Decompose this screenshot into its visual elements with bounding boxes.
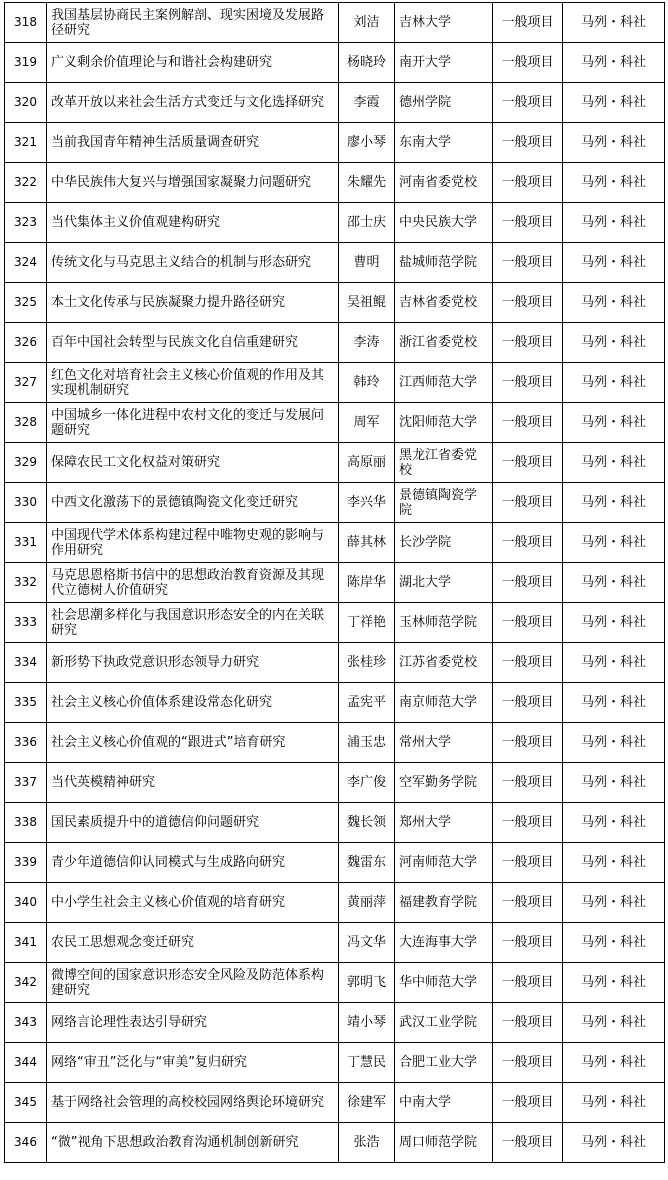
table-row <box>5 3 665 43</box>
row-number-cell: 321 <box>5 123 47 163</box>
project-type-cell: 一般项目 <box>493 683 563 723</box>
row-number-cell: 332 <box>5 563 47 603</box>
institution-cell: 周口师范学院 <box>395 1123 493 1163</box>
project-title-cell: 传统文化与马克思主义结合的机制与形态研究 <box>47 243 339 283</box>
institution-cell: 武汉工业学院 <box>395 1003 493 1043</box>
project-type-cell: 一般项目 <box>493 363 563 403</box>
institution-cell: 中南大学 <box>395 1083 493 1123</box>
discipline-cell: 马列・科社 <box>563 643 665 683</box>
row-number-cell: 346 <box>5 1123 47 1163</box>
project-type-cell: 一般项目 <box>493 603 563 643</box>
leader-name-cell: 刘洁 <box>339 3 395 43</box>
leader-name-cell: 陈岸华 <box>339 563 395 603</box>
table-row <box>5 283 665 323</box>
project-type-cell: 一般项目 <box>493 643 563 683</box>
discipline-cell: 马列・科社 <box>563 243 665 283</box>
leader-name-cell: 魏长领 <box>339 803 395 843</box>
discipline-cell: 马列・科社 <box>563 723 665 763</box>
institution-cell: 长沙学院 <box>395 523 493 563</box>
row-number-cell: 330 <box>5 483 47 523</box>
table-row <box>5 203 665 243</box>
project-title-cell: 马克思恩格斯书信中的思想政治教育资源及其现代立德树人价值研究 <box>47 563 339 603</box>
table-row <box>5 43 665 83</box>
discipline-cell: 马列・科社 <box>563 283 665 323</box>
project-type-cell: 一般项目 <box>493 163 563 203</box>
institution-cell: 河南师范大学 <box>395 843 493 883</box>
institution-cell: 盐城师范学院 <box>395 243 493 283</box>
leader-name-cell: 周军 <box>339 403 395 443</box>
project-title-cell: 我国基层协商民主案例解剖、现实困境及发展路径研究 <box>47 3 339 43</box>
project-type-cell: 一般项目 <box>493 883 563 923</box>
discipline-cell: 马列・科社 <box>563 203 665 243</box>
project-type-cell: 一般项目 <box>493 523 563 563</box>
leader-name-cell: 李涛 <box>339 323 395 363</box>
leader-name-cell: 丁慧民 <box>339 1043 395 1083</box>
table-row <box>5 163 665 203</box>
project-type-cell: 一般项目 <box>493 763 563 803</box>
leader-name-cell: 张浩 <box>339 1123 395 1163</box>
table-row <box>5 683 665 723</box>
project-title-cell: 中国城乡一体化进程中农村文化的变迁与发展问题研究 <box>47 403 339 443</box>
project-table-sheet <box>4 2 664 1166</box>
leader-name-cell: 丁祥艳 <box>339 603 395 643</box>
leader-name-cell: 邵士庆 <box>339 203 395 243</box>
row-number-cell: 336 <box>5 723 47 763</box>
project-title-cell: 新形势下执政党意识形态领导力研究 <box>47 643 339 683</box>
project-title-cell: 中小学生社会主义核心价值观的培育研究 <box>47 883 339 923</box>
row-number-cell: 325 <box>5 283 47 323</box>
row-number-cell: 322 <box>5 163 47 203</box>
project-title-cell: 当前我国青年精神生活质量调查研究 <box>47 123 339 163</box>
discipline-cell: 马列・科社 <box>563 163 665 203</box>
project-title-cell: 基于网络社会管理的高校校园网络舆论环境研究 <box>47 1083 339 1123</box>
table-row <box>5 963 665 1003</box>
row-number-cell: 342 <box>5 963 47 1003</box>
row-number-cell: 324 <box>5 243 47 283</box>
table-row <box>5 1043 665 1083</box>
table-row <box>5 1123 665 1163</box>
project-title-cell: 红色文化对培育社会主义核心价值观的作用及其实现机制研究 <box>47 363 339 403</box>
leader-name-cell: 魏雷东 <box>339 843 395 883</box>
project-title-cell: 微博空间的国家意识形态安全风险及防范体系构建研究 <box>47 963 339 1003</box>
project-title-cell: 保障农民工文化权益对策研究 <box>47 443 339 483</box>
institution-cell: 华中师范大学 <box>395 963 493 1003</box>
project-title-cell: “微”视角下思想政治教育沟通机制创新研究 <box>47 1123 339 1163</box>
table-row <box>5 363 665 403</box>
project-title-cell: 当代集体主义价值观建构研究 <box>47 203 339 243</box>
table-row <box>5 643 665 683</box>
institution-cell: 吉林大学 <box>395 3 493 43</box>
table-row <box>5 243 665 283</box>
discipline-cell: 马列・科社 <box>563 603 665 643</box>
project-type-cell: 一般项目 <box>493 403 563 443</box>
discipline-cell: 马列・科社 <box>563 83 665 123</box>
row-number-cell: 337 <box>5 763 47 803</box>
row-number-cell: 323 <box>5 203 47 243</box>
project-type-cell: 一般项目 <box>493 203 563 243</box>
institution-cell: 浙江省委党校 <box>395 323 493 363</box>
project-title-cell: 中华民族伟大复兴与增强国家凝聚力问题研究 <box>47 163 339 203</box>
institution-cell: 大连海事大学 <box>395 923 493 963</box>
table-row <box>5 763 665 803</box>
discipline-cell: 马列・科社 <box>563 403 665 443</box>
institution-cell: 湖北大学 <box>395 563 493 603</box>
institution-cell: 沈阳师范大学 <box>395 403 493 443</box>
project-title-cell: 中国现代学术体系构建过程中唯物史观的影响与作用研究 <box>47 523 339 563</box>
discipline-cell: 马列・科社 <box>563 923 665 963</box>
project-type-cell: 一般项目 <box>493 563 563 603</box>
institution-cell: 南开大学 <box>395 43 493 83</box>
leader-name-cell: 薛其林 <box>339 523 395 563</box>
row-number-cell: 344 <box>5 1043 47 1083</box>
discipline-cell: 马列・科社 <box>563 763 665 803</box>
project-type-cell: 一般项目 <box>493 723 563 763</box>
institution-cell: 河南省委党校 <box>395 163 493 203</box>
institution-cell: 玉林师范学院 <box>395 603 493 643</box>
discipline-cell: 马列・科社 <box>563 1083 665 1123</box>
discipline-cell: 马列・科社 <box>563 1123 665 1163</box>
leader-name-cell: 李兴华 <box>339 483 395 523</box>
table-row <box>5 1003 665 1043</box>
leader-name-cell: 张桂珍 <box>339 643 395 683</box>
row-number-cell: 333 <box>5 603 47 643</box>
row-number-cell: 329 <box>5 443 47 483</box>
leader-name-cell: 浦玉忠 <box>339 723 395 763</box>
project-title-cell: 青少年道德信仰认同模式与生成路向研究 <box>47 843 339 883</box>
project-type-cell: 一般项目 <box>493 843 563 883</box>
row-number-cell: 345 <box>5 1083 47 1123</box>
project-title-cell: 网络“审丑”泛化与“审美”复归研究 <box>47 1043 339 1083</box>
project-title-cell: 本土文化传承与民族凝聚力提升路径研究 <box>47 283 339 323</box>
table-row <box>5 803 665 843</box>
row-number-cell: 320 <box>5 83 47 123</box>
leader-name-cell: 廖小琴 <box>339 123 395 163</box>
row-number-cell: 339 <box>5 843 47 883</box>
project-type-cell: 一般项目 <box>493 283 563 323</box>
institution-cell: 东南大学 <box>395 123 493 163</box>
table-row <box>5 123 665 163</box>
table-row <box>5 563 665 603</box>
discipline-cell: 马列・科社 <box>563 43 665 83</box>
discipline-cell: 马列・科社 <box>563 843 665 883</box>
project-type-cell: 一般项目 <box>493 483 563 523</box>
table-row <box>5 1083 665 1123</box>
project-type-cell: 一般项目 <box>493 323 563 363</box>
table-row <box>5 83 665 123</box>
table-row <box>5 323 665 363</box>
institution-cell: 郑州大学 <box>395 803 493 843</box>
project-title-cell: 网络言论理性表达引导研究 <box>47 1003 339 1043</box>
project-type-cell: 一般项目 <box>493 43 563 83</box>
row-number-cell: 327 <box>5 363 47 403</box>
row-number-cell: 341 <box>5 923 47 963</box>
leader-name-cell: 吴祖鲲 <box>339 283 395 323</box>
table-row <box>5 883 665 923</box>
leader-name-cell: 李广俊 <box>339 763 395 803</box>
institution-cell: 福建教育学院 <box>395 883 493 923</box>
row-number-cell: 319 <box>5 43 47 83</box>
discipline-cell: 马列・科社 <box>563 883 665 923</box>
row-number-cell: 331 <box>5 523 47 563</box>
project-type-cell: 一般项目 <box>493 123 563 163</box>
project-title-cell: 当代英模精神研究 <box>47 763 339 803</box>
discipline-cell: 马列・科社 <box>563 123 665 163</box>
discipline-cell: 马列・科社 <box>563 483 665 523</box>
row-number-cell: 328 <box>5 403 47 443</box>
project-type-cell: 一般项目 <box>493 243 563 283</box>
row-number-cell: 338 <box>5 803 47 843</box>
project-title-cell: 社会主义核心价值观的“跟进式”培育研究 <box>47 723 339 763</box>
project-type-cell: 一般项目 <box>493 443 563 483</box>
row-number-cell: 326 <box>5 323 47 363</box>
project-type-cell: 一般项目 <box>493 1123 563 1163</box>
row-number-cell: 335 <box>5 683 47 723</box>
institution-cell: 空军勤务学院 <box>395 763 493 803</box>
institution-cell: 江苏省委党校 <box>395 643 493 683</box>
leader-name-cell: 冯文华 <box>339 923 395 963</box>
leader-name-cell: 韩玲 <box>339 363 395 403</box>
project-table-body <box>5 3 665 1163</box>
table-row <box>5 523 665 563</box>
institution-cell: 南京师范大学 <box>395 683 493 723</box>
leader-name-cell: 郭明飞 <box>339 963 395 1003</box>
institution-cell: 吉林省委党校 <box>395 283 493 323</box>
institution-cell: 黑龙江省委党校 <box>395 443 493 483</box>
project-type-cell: 一般项目 <box>493 1043 563 1083</box>
discipline-cell: 马列・科社 <box>563 563 665 603</box>
row-number-cell: 334 <box>5 643 47 683</box>
project-type-cell: 一般项目 <box>493 3 563 43</box>
table-row <box>5 603 665 643</box>
project-title-cell: 农民工思想观念变迁研究 <box>47 923 339 963</box>
row-number-cell: 343 <box>5 1003 47 1043</box>
leader-name-cell: 靖小琴 <box>339 1003 395 1043</box>
project-title-cell: 中西文化激荡下的景德镇陶瓷文化变迁研究 <box>47 483 339 523</box>
project-type-cell: 一般项目 <box>493 1003 563 1043</box>
project-title-cell: 广义剩余价值理论与和谐社会构建研究 <box>47 43 339 83</box>
discipline-cell: 马列・科社 <box>563 1043 665 1083</box>
table-row <box>5 483 665 523</box>
leader-name-cell: 孟宪平 <box>339 683 395 723</box>
discipline-cell: 马列・科社 <box>563 3 665 43</box>
leader-name-cell: 李霞 <box>339 83 395 123</box>
project-title-cell: 国民素质提升中的道德信仰问题研究 <box>47 803 339 843</box>
discipline-cell: 马列・科社 <box>563 443 665 483</box>
institution-cell: 合肥工业大学 <box>395 1043 493 1083</box>
project-type-cell: 一般项目 <box>493 83 563 123</box>
institution-cell: 常州大学 <box>395 723 493 763</box>
leader-name-cell: 徐建军 <box>339 1083 395 1123</box>
discipline-cell: 马列・科社 <box>563 963 665 1003</box>
project-title-cell: 社会主义核心价值体系建设常态化研究 <box>47 683 339 723</box>
project-title-cell: 改革开放以来社会生活方式变迁与文化选择研究 <box>47 83 339 123</box>
leader-name-cell: 杨晓玲 <box>339 43 395 83</box>
project-type-cell: 一般项目 <box>493 1083 563 1123</box>
institution-cell: 景德镇陶瓷学院 <box>395 483 493 523</box>
discipline-cell: 马列・科社 <box>563 363 665 403</box>
leader-name-cell: 高原丽 <box>339 443 395 483</box>
table-row <box>5 443 665 483</box>
table-row <box>5 923 665 963</box>
project-type-cell: 一般项目 <box>493 923 563 963</box>
project-type-cell: 一般项目 <box>493 803 563 843</box>
table-row <box>5 403 665 443</box>
discipline-cell: 马列・科社 <box>563 683 665 723</box>
discipline-cell: 马列・科社 <box>563 323 665 363</box>
project-type-cell: 一般项目 <box>493 963 563 1003</box>
institution-cell: 中央民族大学 <box>395 203 493 243</box>
leader-name-cell: 曹明 <box>339 243 395 283</box>
discipline-cell: 马列・科社 <box>563 1003 665 1043</box>
leader-name-cell: 朱耀先 <box>339 163 395 203</box>
leader-name-cell: 黄丽萍 <box>339 883 395 923</box>
project-title-cell: 社会思潮多样化与我国意识形态安全的内在关联研究 <box>47 603 339 643</box>
row-number-cell: 318 <box>5 3 47 43</box>
project-table <box>4 2 665 1163</box>
institution-cell: 江西师范大学 <box>395 363 493 403</box>
discipline-cell: 马列・科社 <box>563 803 665 843</box>
row-number-cell: 340 <box>5 883 47 923</box>
institution-cell: 德州学院 <box>395 83 493 123</box>
project-title-cell: 百年中国社会转型与民族文化自信重建研究 <box>47 323 339 363</box>
table-row <box>5 723 665 763</box>
discipline-cell: 马列・科社 <box>563 523 665 563</box>
table-row <box>5 843 665 883</box>
